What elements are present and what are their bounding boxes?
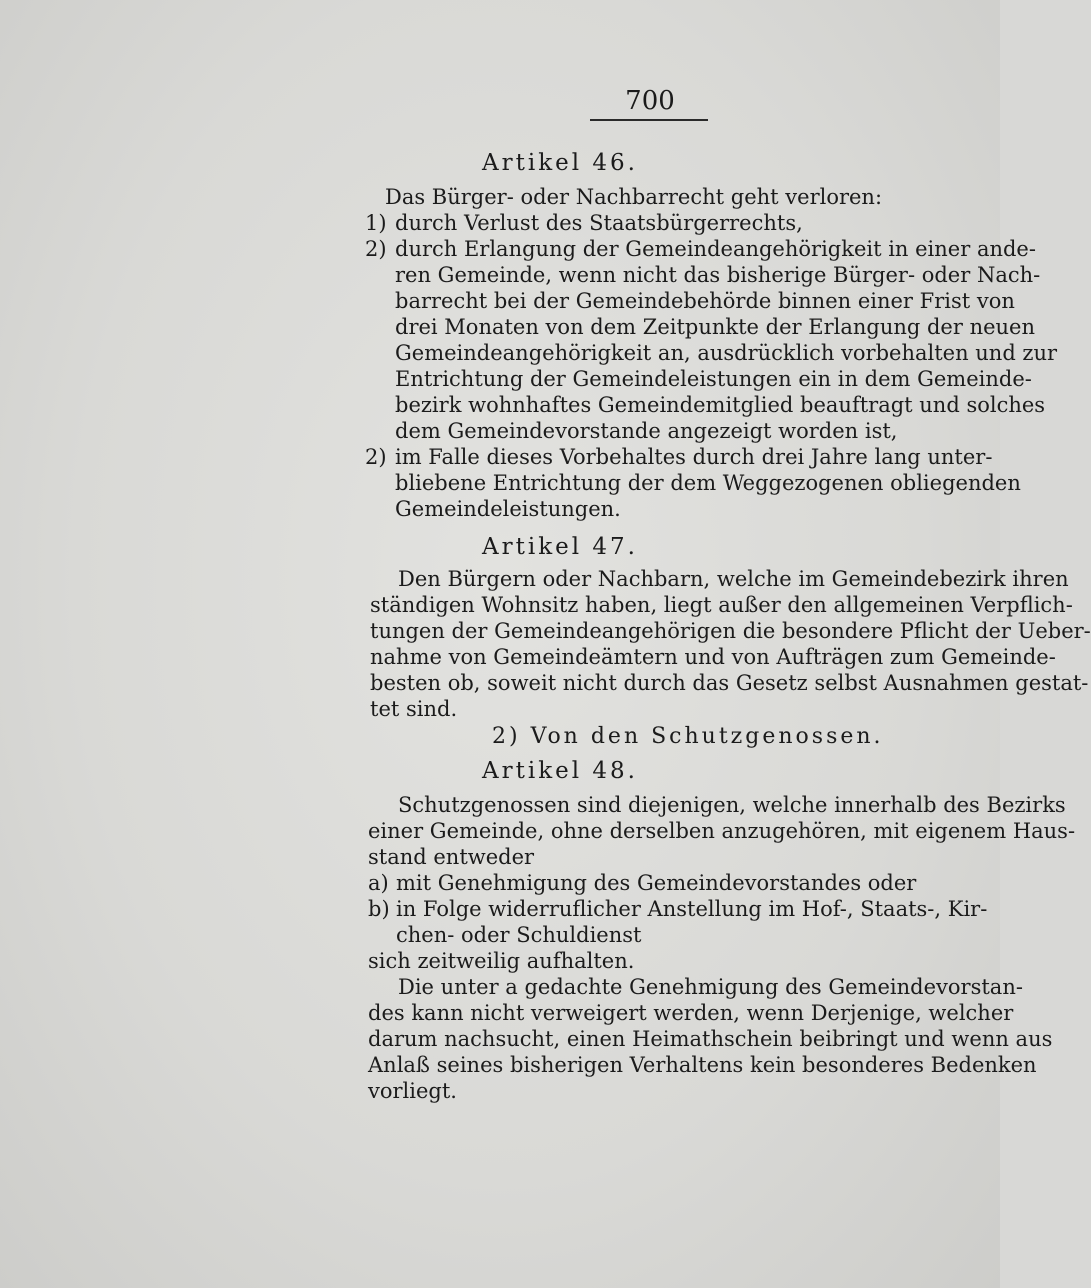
article-48-heading: Artikel 48. (482, 758, 638, 784)
article-48-para-2-line: vorliegt. (368, 1079, 457, 1103)
article-46-item-2-line: Gemeindeangehörigkeit an, ausdrücklich vorbehalten und zur (395, 341, 1058, 365)
article-46-intro: Das Bürger- oder Nachbarrecht geht verloren: (385, 185, 883, 209)
article-48-closing: sich zeitweilig aufhalten. (368, 949, 635, 973)
article-48-line: einer Gemeinde, ohne derselben anzugehören, mit eigenem Haus- (368, 819, 1076, 843)
article-48-line: stand entweder (368, 845, 535, 869)
article-48-para-2-line: Anlaß seines bisherigen Verhaltens kein besonderes Bedenken (368, 1053, 1037, 1077)
article-48-item-a-marker: a) (368, 871, 389, 895)
article-48-para-2-line: Die unter a gedachte Genehmigung des Gemeindevorstan- (398, 975, 1023, 999)
article-47-line: Den Bürgern oder Nachbarn, welche im Gemeindebezirk ihren (398, 567, 1069, 591)
article-46-item-1-marker: 1) (365, 211, 387, 235)
article-48-item-b-marker: b) (368, 897, 390, 921)
article-46-item-2-line: bezirk wohnhaftes Gemeindemitglied beauftragt und solches (395, 393, 1046, 417)
article-48-line: Schutzgenossen sind diejenigen, welche innerhalb des Bezirks (398, 793, 1066, 817)
article-47-line: tet sind. (370, 697, 458, 721)
article-48-item-b-line: chen- oder Schuldienst (396, 923, 642, 947)
article-46-item-2-line: drei Monaten von dem Zeitpunkte der Erlangung der neuen (395, 315, 1035, 339)
page-number-rule (590, 119, 708, 121)
article-46-heading: Artikel 46. (482, 150, 638, 176)
article-46-item-2-marker: 2) (365, 237, 387, 261)
article-46-item-1: durch Verlust des Staatsbürgerrechts, (395, 211, 803, 235)
page-number: 700 (625, 86, 675, 116)
article-46-item-3-marker: 2) (365, 445, 387, 469)
article-46-item-2-line: Entrichtung der Gemeindeleistungen ein in dem Gemeinde- (395, 367, 1032, 391)
article-48-para-2-line: darum nachsucht, einen Heimathschein beibringt und wenn aus (368, 1027, 1053, 1051)
section-2-heading: 2) Von den Schutzgenossen. (492, 724, 884, 749)
article-46-item-3-line: bliebene Entrichtung der dem Weggezogenen obliegenden (395, 471, 1021, 495)
article-46-item-2-line: durch Erlangung der Gemeindeangehörigkeit in einer ande- (395, 237, 1036, 261)
article-47-line: ständigen Wohnsitz haben, liegt außer den allgemeinen Verpflich- (370, 593, 1073, 617)
article-46-item-2-line: dem Gemeindevorstande angezeigt worden ist, (395, 419, 898, 443)
article-46-item-3-line: im Falle dieses Vorbehaltes durch drei Jahre lang unter- (395, 445, 993, 469)
article-48-item-b-line: in Folge widerruflicher Anstellung im Hof-, Staats-, Kir- (396, 897, 988, 921)
article-47-heading: Artikel 47. (482, 534, 638, 560)
article-46-item-2-line: ren Gemeinde, wenn nicht das bisherige Bürger- oder Nach- (395, 263, 1041, 287)
article-47-line: tungen der Gemeindeangehörigen die besondere Pflicht der Ueber- (370, 619, 1091, 643)
article-48-item-a: mit Genehmigung des Gemeindevorstandes oder (396, 871, 917, 895)
article-48-para-2-line: des kann nicht verweigert werden, wenn Derjenige, welcher (368, 1001, 1014, 1025)
article-47-line: besten ob, soweit nicht durch das Gesetz selbst Ausnahmen gestat- (370, 671, 1089, 695)
article-46-item-3-line: Gemeindeleistungen. (395, 497, 621, 521)
article-46-item-2-line: barrecht bei der Gemeindebehörde binnen einer Frist von (395, 289, 1015, 313)
article-47-line: nahme von Gemeindeämtern und von Aufträgen zum Gemeinde- (370, 645, 1056, 669)
